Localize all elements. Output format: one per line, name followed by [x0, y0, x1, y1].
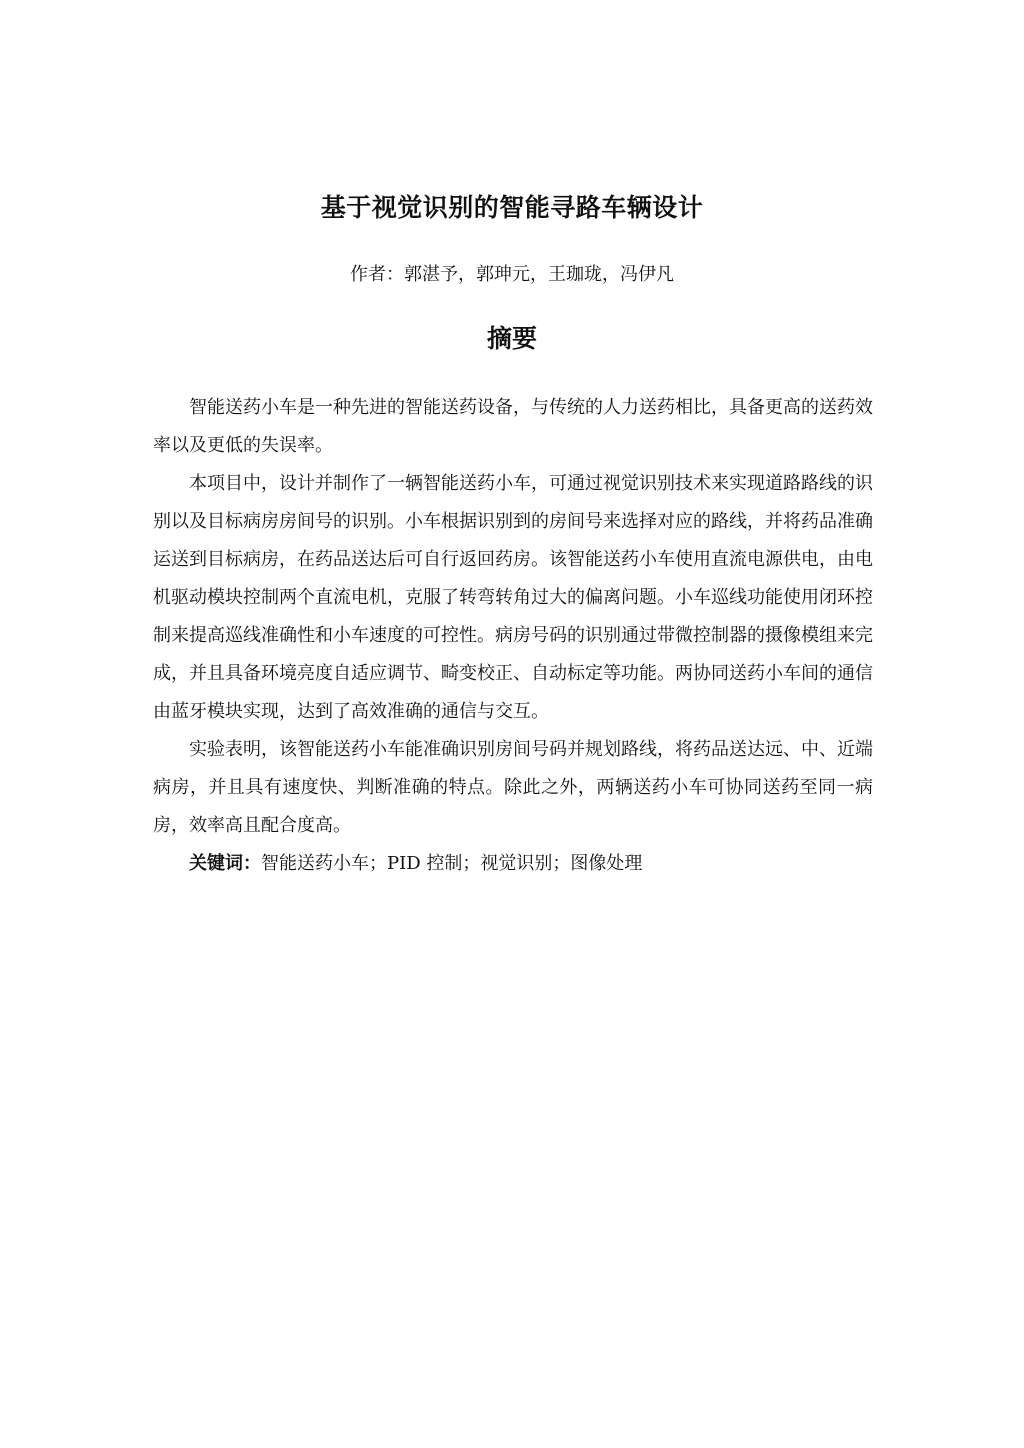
- abstract-body: [153, 389, 873, 883]
- paper-title: 基于视觉识别的智能寻路车辆设计: [320, 193, 704, 222]
- abstract-heading: 摘要: [486, 324, 537, 353]
- abstract-paragraph: 实验表明，该智能送药小车能准确识别房间号码并规划路线，将药品送达远、中、近端病房，并且具有速度快、判断准确的特点。除此之外，两辆送药小车可协同送药至同一病房，效率高且配合度高。: [153, 739, 873, 836]
- author-line: 作者：郭湛予，郭珅元，王珈珑，冯伊凡: [350, 264, 674, 285]
- abstract-paragraph: 本项目中，设计并制作了一辆智能送药小车，可通过视觉识别技术来实现道路路线的识别以及目标病房房间号的识别。小车根据识别到的房间号来选择对应的路线，并将药品准确运送到目标病房，在药品送达后可自行返回药房。该智能送药小车使用直流电源供电，由电机驱动模块控制两个直流电机，克服了转弯转角过大的偏离问题。小车巡线功能使用闭环控制来提高巡线准确性和小车速度的可控性。病房号码的识别通过带微控制器的摄像模组来完成，并且具备环境亮度自适应调节、畸变校正、自动标定等功能。两协同送药小车间的通信由蓝牙模块实现，达到了高效准确的通信与交互。: [153, 473, 873, 722]
- keywords-line: [153, 845, 873, 883]
- keywords-text: 智能送药小车；PID 控制；视觉识别；图像处理: [261, 853, 643, 874]
- abstract-paragraph: 智能送药小车是一种先进的智能送药设备，与传统的人力送药相比，具备更高的送药效率以及更低的失误率。: [153, 397, 873, 456]
- keywords-label: 关键词：: [189, 853, 261, 874]
